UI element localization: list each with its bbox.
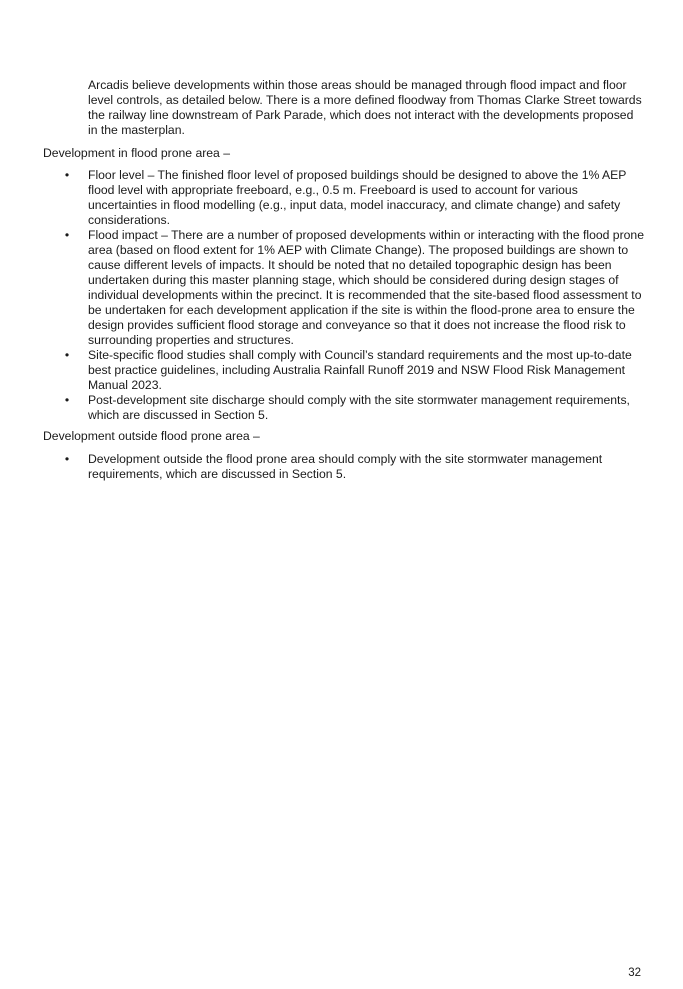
bullet-list-outside-flood-prone-area xyxy=(64,452,644,482)
bullet-icon: • xyxy=(64,393,70,407)
list-item xyxy=(64,452,644,482)
list-item-text: Site-specific flood studies shall comply with Council’s standard requirements and the most up-to-date best practice guidelines, including Australia Rainfall Runoff 2019 and NSW Flood Risk Management Manual 2023. xyxy=(88,348,632,392)
list-item-text: Development outside the flood prone area should comply with the site stormwater management requirements, which are discussed in Section 5. xyxy=(88,452,603,481)
list-item xyxy=(64,348,644,393)
bullet-icon: • xyxy=(64,348,70,362)
list-item xyxy=(64,228,644,348)
list-item xyxy=(64,393,644,423)
list-item xyxy=(64,168,644,228)
bullet-list-in-flood-prone-area xyxy=(64,168,644,423)
intro-paragraph: Arcadis believe developments within those areas should be managed through flood impact and floor level controls, as detailed below. There is a more defined floodway from Thomas Clarke Street towards the railway line downstream of Park Parade, which does not interact with the developments proposed in the masterplan. xyxy=(88,78,642,137)
list-item-text: Floor level – The finished floor level of proposed buildings should be designed to above the 1% AEP flood level with appropriate freeboard, e.g., 0.5 m. Freeboard is used to account for various uncertainties in flood modelling (e.g., input data, model inaccuracy, and climate change) and safety considerations. xyxy=(88,168,627,227)
list-item-text: Post-development site discharge should comply with the site stormwater management requirements, which are discussed in Section 5. xyxy=(88,393,630,422)
heading-development-in-flood-prone-area: Development in flood prone area – xyxy=(43,146,230,160)
list-item-text: Flood impact – There are a number of proposed developments within or interacting with the flood prone area (based on flood extent for 1% AEP with Climate Change). The proposed buildings are shown to cause different levels of impacts. It should be noted that no detailed topographic design has been undertaken during this master planning stage, which should be considered during design stages of individual developments within the precinct. It is recommended that the site-based flood assessment to be undertaken for each development application if the site is within the flood-prone area to ensure the design provides sufficient flood storage and conveyance so that it does not increase the flood risk to surrounding properties and structures. xyxy=(88,228,644,347)
page-number: 32 xyxy=(628,967,641,979)
bullet-icon: • xyxy=(64,228,70,242)
bullet-icon: • xyxy=(64,168,70,182)
bullet-icon: • xyxy=(64,452,70,466)
heading-development-outside-flood-prone-area: Development outside flood prone area – xyxy=(43,429,260,443)
